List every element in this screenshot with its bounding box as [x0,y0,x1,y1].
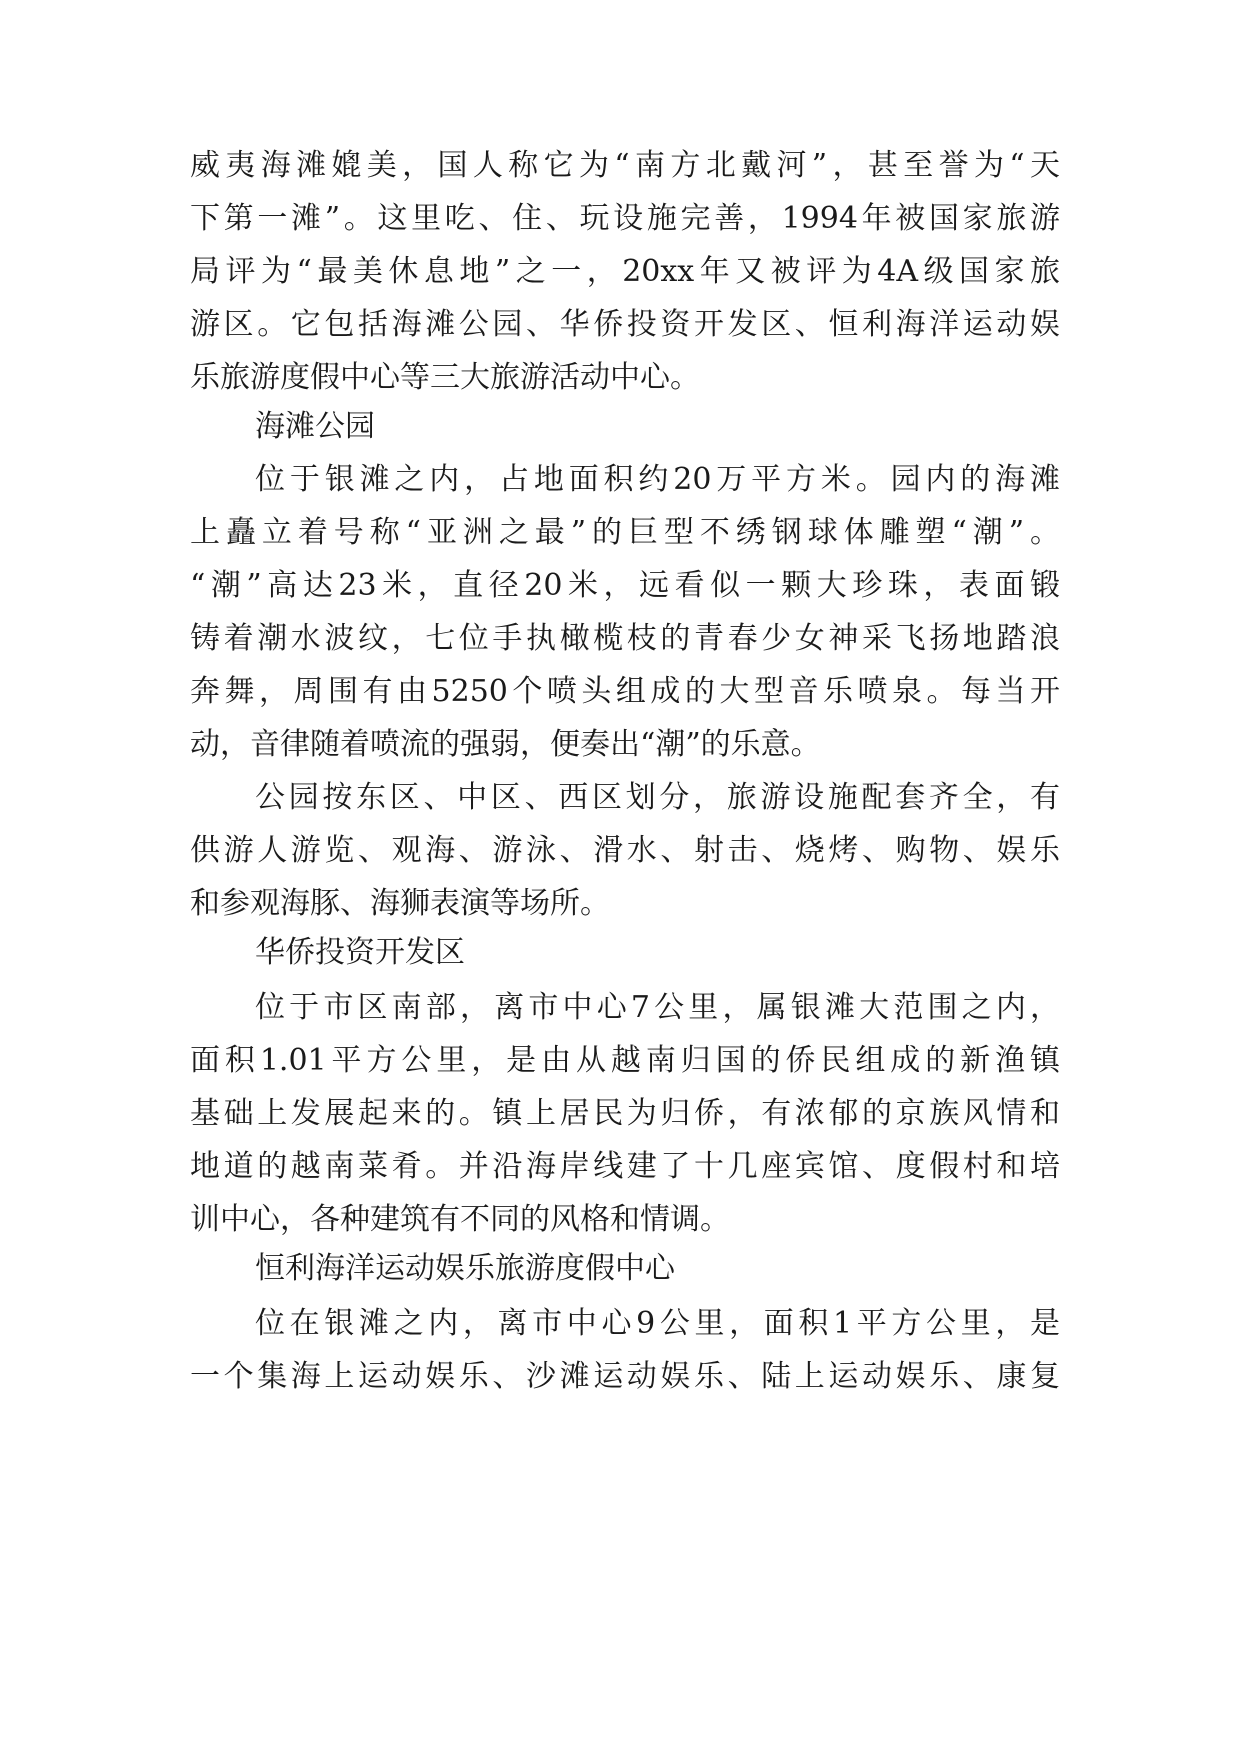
text-line: 地道的越南菜肴。并沿海岸线建了十几座宾馆、度假村和培 [190,1149,1060,1184]
text-line: 位于市区南部，离市中心7公里，属银滩大范围之内， [255,990,1060,1025]
text-line: 下第一滩”。这里吃、住、玩设施完善，1994年被国家旅游 [190,201,1060,236]
text-line: 基础上发展起来的。镇上居民为归侨，有浓郁的京族风情和 [190,1096,1060,1131]
text-line: 奔舞，周围有由5250个喷头组成的大型音乐喷泉。每当开 [190,674,1060,709]
text-line: 乐旅游度假中心等三大旅游活动中心。 [190,360,700,395]
text-line: 供游人游览、观海、游泳、滑水、射击、烧烤、购物、娱乐 [190,833,1060,868]
text-line: 上矗立着号称“亚洲之最”的巨型不绣钢球体雕塑“潮”。 [190,515,1060,550]
text-line: 铸着潮水波纹，七位手执橄榄枝的青春少女神采飞扬地踏浪 [190,621,1060,656]
text-line: 局评为“最美休息地”之一，20xx年又被评为4A级国家旅 [190,254,1060,289]
text-line: 威夷海滩媲美，国人称它为“南方北戴河”，甚至誉为“天 [190,148,1060,183]
text-line: “潮”高达23米，直径20米，远看似一颗大珍珠，表面锻 [190,568,1060,603]
text-line: 游区。它包括海滩公园、华侨投资开发区、恒利海洋运动娱 [190,307,1060,342]
text-line: 位于银滩之内，占地面积约20万平方米。园内的海滩 [255,462,1060,497]
section-heading: 华侨投资开发区 [255,935,465,970]
section-heading: 恒利海洋运动娱乐旅游度假中心 [255,1251,675,1286]
text-line: 位在银滩之内，离市中心9公里，面积1平方公里，是 [255,1306,1060,1341]
text-line: 一个集海上运动娱乐、沙滩运动娱乐、陆上运动娱乐、康复 [190,1359,1060,1394]
text-line: 面积1.01平方公里，是由从越南归国的侨民组成的新渔镇 [190,1043,1060,1078]
text-line: 动，音律随着喷流的强弱，便奏出“潮”的乐意。 [190,727,821,762]
text-line: 公园按东区、中区、西区划分，旅游设施配套齐全，有 [255,780,1060,815]
text-line: 训中心，各种建筑有不同的风格和情调。 [190,1202,730,1237]
text-line: 和参观海豚、海狮表演等场所。 [190,886,610,921]
section-heading: 海滩公园 [255,409,375,444]
